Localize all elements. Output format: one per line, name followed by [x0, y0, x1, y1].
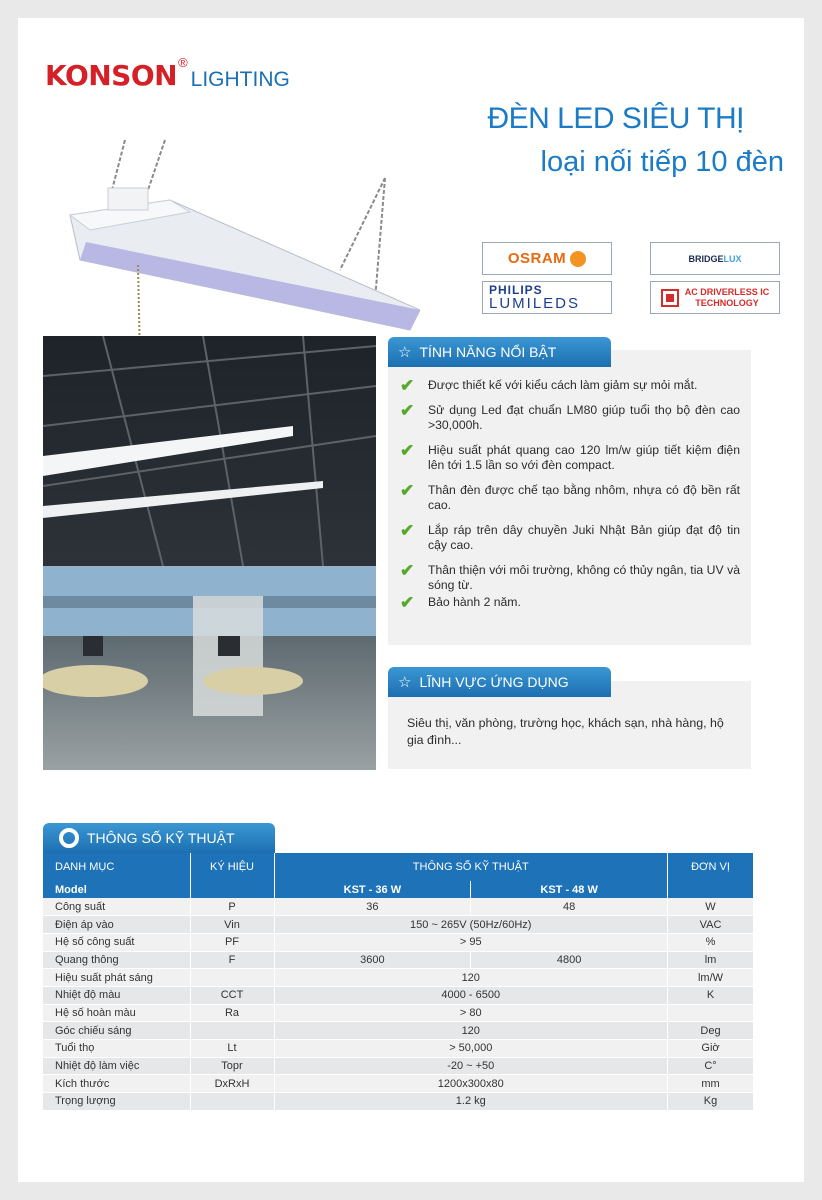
model-label: Model — [43, 881, 190, 898]
spec-symbol: DxRxH — [190, 1075, 274, 1093]
spec-unit: % — [668, 933, 754, 951]
page-subtitle: loại nối tiếp 10 đèn — [540, 146, 784, 178]
spec-value: 150 ~ 265V (50Hz/60Hz) — [274, 916, 668, 934]
spec-symbol: Topr — [190, 1057, 274, 1075]
features-heading-label: TÍNH NĂNG NỔI BẬT — [419, 344, 557, 360]
ac-driverless-badge — [650, 281, 780, 314]
spec-row — [43, 916, 754, 934]
spec-name: Trọng lượng — [43, 1093, 190, 1111]
feature-text: Bảo hành 2 năm. — [428, 595, 521, 609]
spec-name: Hệ số hoàn màu — [43, 1004, 190, 1022]
spec-row — [43, 1022, 754, 1040]
spec-unit: lm/W — [668, 969, 754, 987]
check-icon: ✔ — [400, 441, 415, 460]
page-title: ĐÈN LED SIÊU THỊ — [487, 102, 744, 135]
applications-heading — [388, 667, 611, 697]
feature-item — [400, 595, 740, 610]
specs-table — [43, 853, 754, 1111]
spec-value: 1200x300x80 — [274, 1075, 668, 1093]
feature-item — [400, 563, 740, 593]
check-icon: ✔ — [400, 481, 415, 500]
feature-text: Thân thiện với môi trường, không có thủy ngân, tia UV và sóng từ. — [428, 563, 740, 592]
osram-badge — [482, 242, 612, 275]
spec-name: Hiệu suất phát sáng — [43, 969, 190, 987]
spec-value-48w: 48 — [471, 898, 668, 916]
spec-name: Nhiệt độ màu — [43, 986, 190, 1004]
spec-unit: Deg — [668, 1022, 754, 1040]
star-icon: ☆ — [398, 674, 412, 691]
feature-item — [400, 443, 740, 473]
feature-text: Lắp ráp trên dây chuyền Juki Nhật Bản giúp đạt độ tin cậy cao. — [428, 523, 740, 552]
philips-text: PHILIPS — [489, 282, 543, 297]
spec-row — [43, 986, 754, 1004]
spec-row — [43, 1040, 754, 1058]
bridgelux-badge — [650, 242, 780, 275]
spec-symbol: Ra — [190, 1004, 274, 1022]
model-row — [43, 881, 754, 898]
philips-lumileds-badge — [482, 281, 612, 314]
spec-value: 4000 - 6500 — [274, 986, 668, 1004]
office-photo — [43, 336, 376, 770]
spec-value-36w: 36 — [274, 898, 471, 916]
feature-item — [400, 403, 740, 433]
spec-symbol: Vin — [190, 916, 274, 934]
spec-row — [43, 933, 754, 951]
spec-value: 1.2 kg — [274, 1093, 668, 1111]
ac-driverless-text: AC DRIVERLESS IC TECHNOLOGY — [684, 286, 770, 308]
spec-row — [43, 898, 754, 916]
spec-value: 120 — [274, 969, 668, 987]
logo-registered-mark: ® — [178, 55, 188, 70]
spec-unit: mm — [668, 1075, 754, 1093]
spec-value: 120 — [274, 1022, 668, 1040]
logo-subtitle: LIGHTING — [190, 68, 290, 91]
spec-symbol: CCT — [190, 986, 274, 1004]
bridgelux-logo-text: BRIDGELUX — [688, 253, 742, 264]
check-icon: ✔ — [400, 401, 415, 420]
spec-unit: K — [668, 986, 754, 1004]
header-spec: THÔNG SỐ KỸ THUẬT — [274, 853, 668, 881]
lamp-illustration — [40, 130, 420, 360]
spec-symbol: P — [190, 898, 274, 916]
spec-name: Kích thước — [43, 1075, 190, 1093]
applications-text: Siêu thị, văn phòng, trường học, khách sạn, nhà hàng, hộ gia đình... — [407, 716, 724, 747]
model-48w: KST - 48 W — [471, 881, 668, 898]
spec-unit: W — [668, 898, 754, 916]
applications-heading-label: LĨNH VỰC ỨNG DỤNG — [419, 674, 569, 690]
spec-value-36w: 3600 — [274, 951, 471, 969]
spec-value: -20 ~ +50 — [274, 1057, 668, 1075]
spec-row — [43, 1093, 754, 1111]
feature-text: Được thiết kế với kiểu cách làm giảm sự mỏi mắt. — [428, 378, 698, 392]
spec-name: Quang thông — [43, 951, 190, 969]
spec-unit: C° — [668, 1057, 754, 1075]
model-36w: KST - 36 W — [274, 881, 471, 898]
logo-brand: KONSON — [45, 59, 178, 92]
gear-icon — [59, 828, 79, 848]
feature-text: Hiệu suất phát quang cao 120 lm/w giúp tiết kiệm điện lên tới 1.5 lần so với đèn compact. — [428, 443, 740, 472]
spec-symbol: PF — [190, 933, 274, 951]
lumileds-text: LUMILEDS — [489, 294, 581, 312]
chip-icon — [661, 289, 679, 307]
feature-item — [400, 378, 740, 393]
feature-item — [400, 483, 740, 513]
header-category: DANH MỤC — [43, 853, 190, 881]
konson-logo — [45, 55, 290, 92]
specs-heading-label: THÔNG SỐ KỸ THUẬT — [87, 830, 235, 846]
spec-row — [43, 1075, 754, 1093]
header-symbol: KÝ HIỆU — [190, 853, 274, 881]
spec-name: Góc chiếu sáng — [43, 1022, 190, 1040]
specs-heading — [43, 823, 275, 853]
spec-name: Công suất — [43, 898, 190, 916]
star-icon: ☆ — [398, 344, 412, 361]
spec-row — [43, 1004, 754, 1022]
spec-name: Hệ số công suất — [43, 933, 190, 951]
feature-item — [400, 523, 740, 553]
spec-row — [43, 951, 754, 969]
spec-unit: Kg — [668, 1093, 754, 1111]
feature-text: Sử dụng Led đạt chuẩn LM80 giúp tuổi thọ bộ đèn cao >30,000h. — [428, 403, 740, 432]
spec-value-48w: 4800 — [471, 951, 668, 969]
spec-unit: lm — [668, 951, 754, 969]
spec-value: > 80 — [274, 1004, 668, 1022]
spec-name: Điện áp vào — [43, 916, 190, 934]
spec-symbol: Lt — [190, 1040, 274, 1058]
osram-logo-icon — [570, 251, 586, 267]
spec-row — [43, 969, 754, 987]
spec-row — [43, 1057, 754, 1075]
features-heading — [388, 337, 611, 367]
specs-header-row — [43, 853, 754, 881]
spec-value: > 95 — [274, 933, 668, 951]
spec-unit — [668, 1004, 754, 1022]
feature-text: Thân đèn được chế tạo bằng nhôm, nhựa có độ bền rất cao. — [428, 483, 740, 512]
check-icon: ✔ — [400, 376, 415, 395]
spec-symbol — [190, 969, 274, 987]
spec-name: Nhiệt độ làm việc — [43, 1057, 190, 1075]
spec-value: > 50,000 — [274, 1040, 668, 1058]
check-icon: ✔ — [400, 521, 415, 540]
spec-unit: Giờ — [668, 1040, 754, 1058]
spec-name: Tuổi thọ — [43, 1040, 190, 1058]
spec-symbol: F — [190, 951, 274, 969]
check-icon: ✔ — [400, 593, 415, 612]
features-list — [400, 378, 740, 610]
header-unit: ĐƠN VỊ — [668, 853, 754, 881]
spec-unit: VAC — [668, 916, 754, 934]
check-icon: ✔ — [400, 561, 415, 580]
spec-symbol — [190, 1022, 274, 1040]
osram-logo-text: OSRAM — [507, 250, 567, 267]
spec-symbol — [190, 1093, 274, 1111]
